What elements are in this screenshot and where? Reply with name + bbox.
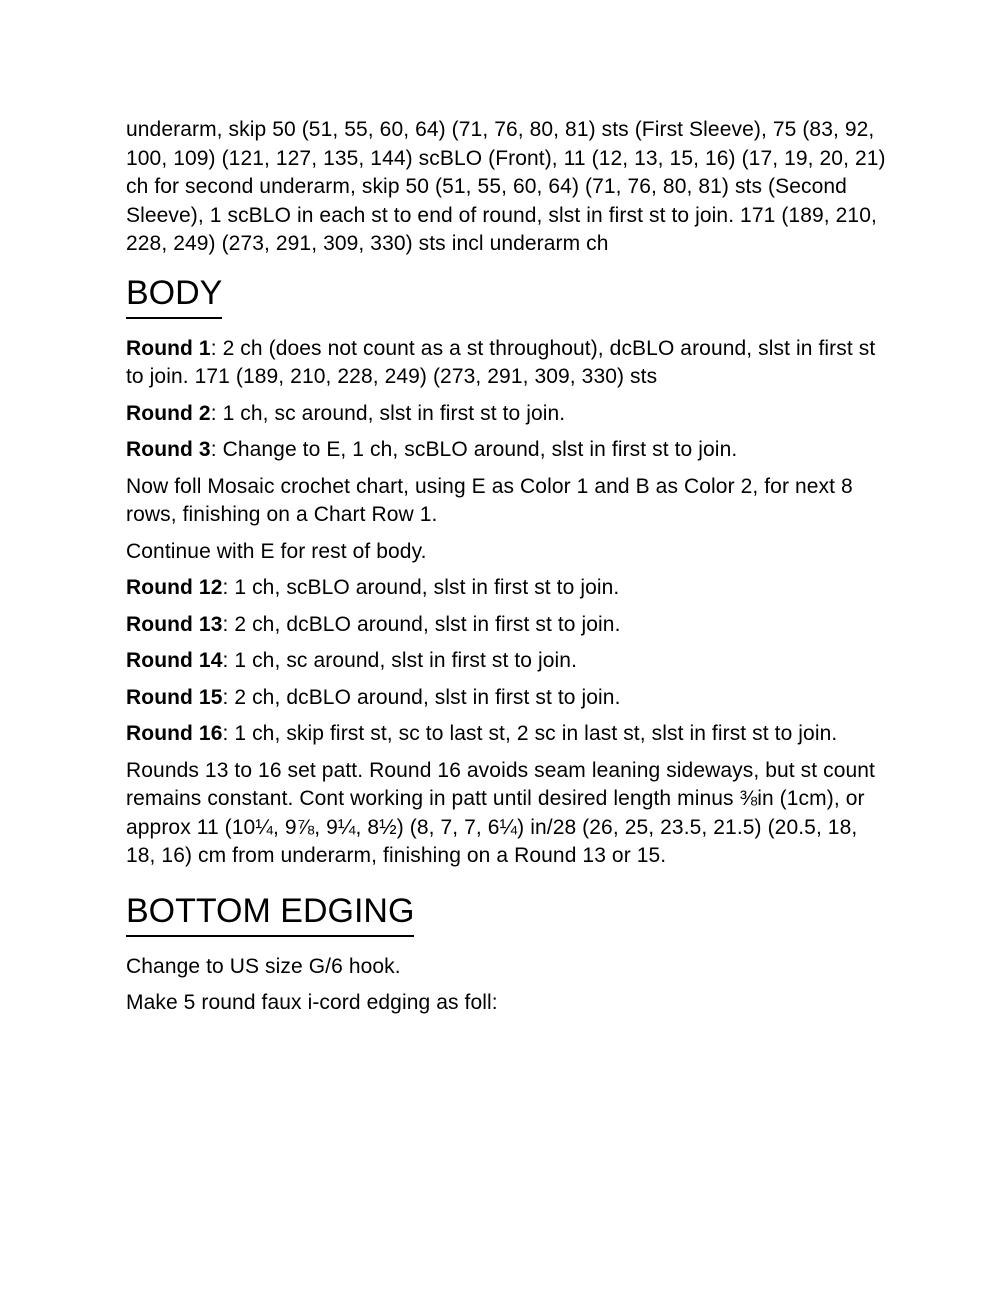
round-16	[126, 720, 886, 749]
round-label: Round 12	[126, 576, 223, 599]
round-text: : 1 ch, scBLO around, slst in first st to join.	[222, 576, 620, 599]
round-text: : 1 ch, sc around, slst in first st to join.	[210, 401, 566, 425]
document-page	[126, 116, 886, 1026]
round-label: Round 3	[126, 438, 211, 461]
round-label: Round 15	[126, 685, 223, 709]
round-label: Round 2	[126, 401, 211, 425]
round-text: : 2 ch, dcBLO around, slst in first st to join.	[222, 612, 621, 636]
round-text: : 2 ch, dcBLO around, slst in first st to join.	[222, 685, 621, 709]
round-label: Round 13	[126, 612, 223, 636]
body-heading-wrap	[126, 273, 886, 319]
round-13	[126, 611, 886, 640]
body-rounds	[126, 335, 886, 871]
round-text: : Change to E, 1 ch, scBLO around, slst in first st to join.	[210, 438, 738, 461]
icord-note: Make 5 round faux i-cord edging as foll:	[126, 991, 498, 1014]
round-15	[126, 684, 886, 713]
round-text: : 2 ch (does not count as a st throughout), dcBLO around, slst in first st to join. 171 (189, 210, 228, 249) (273, 291, 309, 330) sts	[126, 336, 876, 388]
intro-paragraph: underarm, skip 50 (51, 55, 60, 64) (71, 76, 80, 81) sts (First Sleeve), 75 (83, 92, 100, 109) (121, 127, 135, 144) scBLO (Front), 11 (12, 13, 15, 16) (17, 19, 20, 21) ch for second underarm, skip 50 (51, 55, 60, 64) (71, 76, 80, 81) sts (Second Sleeve), 1 scBLO in each st to end of round, slst in first st to join. 171 (189, 210, 228, 249) (273, 291, 309, 330) sts incl underarm ch	[126, 118, 886, 255]
round-text: : 1 ch, skip first st, sc to last st, 2 sc in last st, slst in first st to join.	[222, 722, 838, 745]
round-12	[126, 574, 886, 603]
round-label: Round 16	[126, 722, 223, 745]
chart-note: Now foll Mosaic crochet chart, using E as Color 1 and B as Color 2, for next 8 rows, finishing on a Chart Row 1.	[126, 474, 853, 526]
body-heading: BODY	[126, 273, 222, 319]
round-label: Round 14	[126, 649, 223, 672]
round-label: Round 1	[126, 336, 211, 360]
continue-note: Continue with E for rest of body.	[126, 539, 427, 563]
pattern-note: Rounds 13 to 16 set patt. Round 16 avoids seam leaning sideways, but st count remains constant. Cont working in patt until desired length minus ⅜in (1cm), or approx 11 (10¼, 9⅞, 9¼, 8½) (8, 7, 7, 6¼) in/28 (26, 25, 23.5, 21.5) (20.5, 18, 18, 16) cm from underarm, finishing on a Round 13 or 15.	[126, 758, 875, 867]
round-text: : 1 ch, sc around, slst in first st to join.	[222, 649, 578, 672]
round-2	[126, 400, 886, 429]
hook-note: Change to US size G/6 hook.	[126, 954, 401, 978]
round-1	[126, 335, 886, 392]
bottom-edging-heading: BOTTOM EDGING	[126, 891, 414, 937]
round-3	[126, 436, 886, 465]
round-14	[126, 647, 886, 676]
bottom-edging-heading-wrap	[126, 891, 886, 937]
